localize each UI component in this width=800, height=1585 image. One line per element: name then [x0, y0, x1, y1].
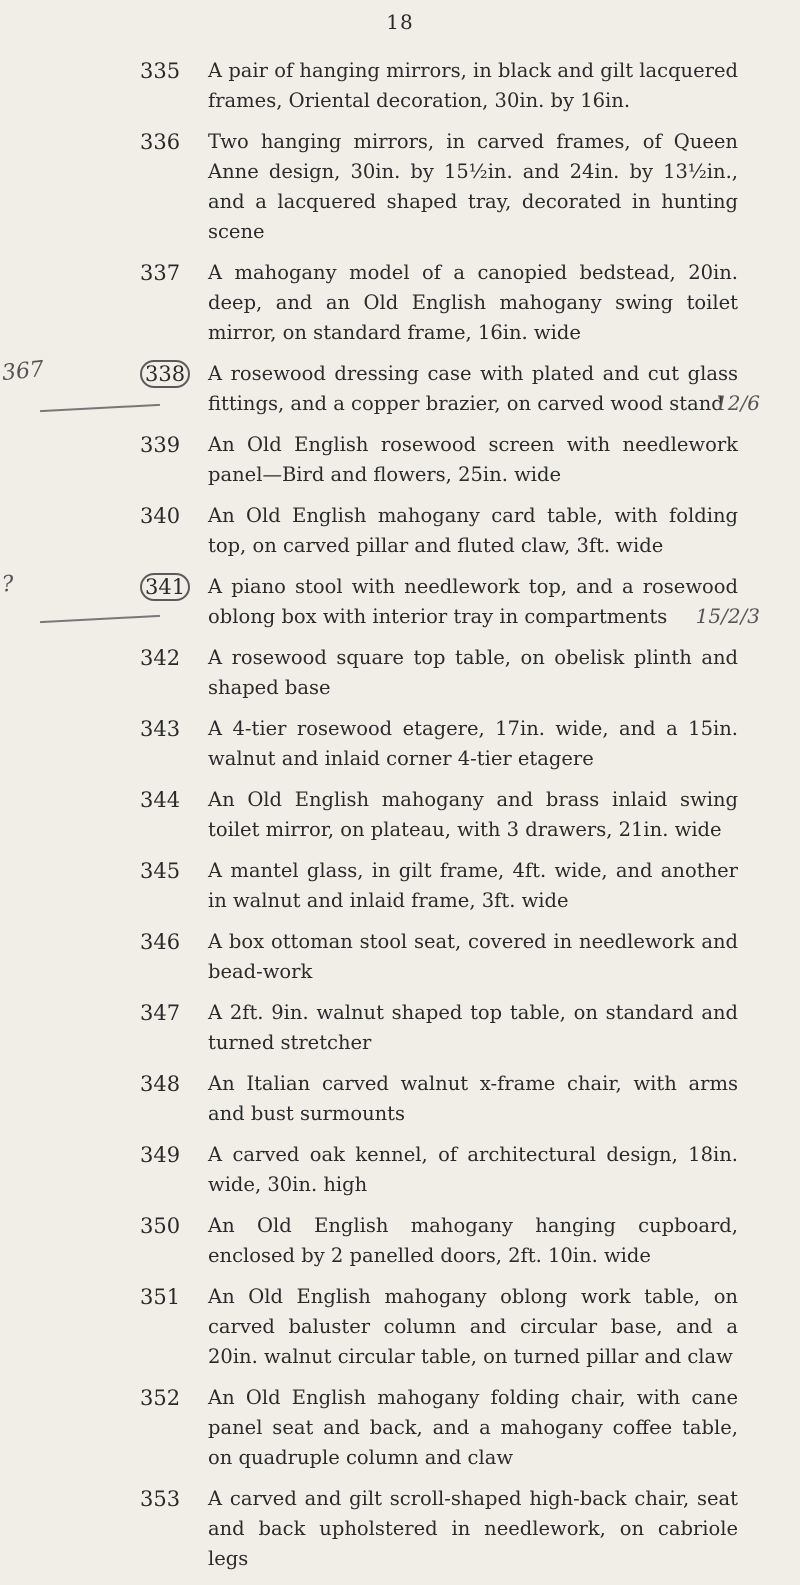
lot-number: 351 — [140, 1285, 181, 1309]
lot-number: 352 — [140, 1386, 181, 1410]
pencil-annotation-right: 12/6 — [715, 391, 760, 415]
lot-number: 353 — [140, 1487, 181, 1511]
lot-description: An Old English mahogany hanging cupboard, enclosed by 2 panelled doors, 2ft. 10in. wide — [208, 1214, 738, 1267]
lot-description: A mantel glass, in gilt frame, 4ft. wide, and another in walnut and inlaid frame, 3ft. wide — [208, 859, 738, 912]
lot-entry — [0, 1383, 800, 1473]
lot-description: An Old English mahogany folding chair, with cane panel seat and back, and a mahogany coffee table, on quadruple column and claw — [208, 1386, 738, 1469]
lot-number: 338 — [140, 360, 190, 388]
pencil-stroke — [40, 615, 160, 623]
lot-entry — [0, 643, 800, 703]
lot-description: A pair of hanging mirrors, in black and gilt lacquered frames, Oriental decoration, 30in. by 16in. — [208, 59, 738, 112]
lot-number-circled — [140, 359, 208, 389]
lot-entry — [0, 856, 800, 916]
lot-entry — [0, 785, 800, 845]
pencil-annotation-left: ? — [0, 571, 16, 598]
lot-number: 340 — [140, 504, 181, 528]
lot-entry — [0, 572, 800, 632]
lot-entry — [0, 258, 800, 348]
lot-description: A 4-tier rosewood etagere, 17in. wide, and a 15in. walnut and inlaid corner 4-tier etagere — [208, 717, 738, 770]
pencil-stroke — [40, 404, 160, 412]
lot-number: 342 — [140, 646, 181, 670]
lot-list — [0, 56, 800, 1585]
lot-number: 346 — [140, 930, 181, 954]
pencil-annotation-left: 367 — [0, 356, 46, 387]
lot-number: 337 — [140, 261, 181, 285]
lot-number: 348 — [140, 1072, 181, 1096]
lot-number: 336 — [140, 130, 181, 154]
lot-entry — [0, 1140, 800, 1200]
lot-description: A carved and gilt scroll-shaped high-back chair, seat and back upholstered in needlework, on cabriole legs — [208, 1487, 738, 1570]
lot-entry — [0, 430, 800, 490]
lot-description: A 2ft. 9in. walnut shaped top table, on standard and turned stretcher — [208, 1001, 738, 1054]
lot-number: 335 — [140, 59, 181, 83]
lot-number: 349 — [140, 1143, 181, 1167]
lot-number: 343 — [140, 717, 181, 741]
lot-entry — [0, 127, 800, 247]
lot-entry — [0, 56, 800, 116]
lot-description: A mahogany model of a canopied bedstead, 20in. deep, and an Old English mahogany swing toilet mirror, on standard frame, 16in. wide — [208, 261, 738, 344]
lot-entry — [0, 1282, 800, 1372]
pencil-annotation-right: 15/2/3 — [695, 604, 760, 628]
lot-description: Two hanging mirrors, in carved frames, of Queen Anne design, 30in. by 15½in. and 24in. by 13½in., and a lacquered shaped tray, decorated in hunting scene — [208, 130, 738, 243]
lot-description: A box ottoman stool seat, covered in needlework and bead-work — [208, 930, 738, 983]
lot-entry — [0, 1069, 800, 1129]
lot-number: 341 — [140, 573, 190, 601]
lot-number: 350 — [140, 1214, 181, 1238]
lot-number: 339 — [140, 433, 181, 457]
lot-entry — [0, 356, 800, 419]
lot-number: 344 — [140, 788, 181, 812]
lot-number: 345 — [140, 859, 181, 883]
lot-number: 347 — [140, 1001, 181, 1025]
lot-description: An Old English rosewood screen with needlework panel—Bird and flowers, 25in. wide — [208, 433, 738, 486]
lot-entry — [0, 1211, 800, 1271]
lot-description: An Old English mahogany card table, with folding top, on carved pillar and fluted claw, 3ft. wide — [208, 504, 738, 557]
lot-description: A piano stool with needlework top, and a rosewood oblong box with interior tray in compartments — [208, 575, 738, 628]
lot-number-circled — [140, 572, 208, 602]
lot-entry — [0, 1484, 800, 1574]
lot-description: An Old English mahogany oblong work table, on carved baluster column and circular base, and a 20in. walnut circular table, on turned pillar and claw — [208, 1285, 738, 1368]
lot-description: An Italian carved walnut x-frame chair, with arms and bust surmounts — [208, 1072, 738, 1125]
lot-entry — [0, 927, 800, 987]
lot-entry — [0, 998, 800, 1058]
lot-entry — [0, 501, 800, 561]
lot-description: A rosewood dressing case with plated and cut glass fittings, and a copper brazier, on carved wood stand — [208, 362, 738, 415]
lot-description: A carved oak kennel, of architectural design, 18in. wide, 30in. high — [208, 1143, 738, 1196]
page-number: 18 — [386, 10, 414, 34]
lot-description: An Old English mahogany and brass inlaid swing toilet mirror, on plateau, with 3 drawers, 21in. wide — [208, 788, 738, 841]
lot-description: A rosewood square top table, on obelisk plinth and shaped base — [208, 646, 738, 699]
lot-entry — [0, 714, 800, 774]
